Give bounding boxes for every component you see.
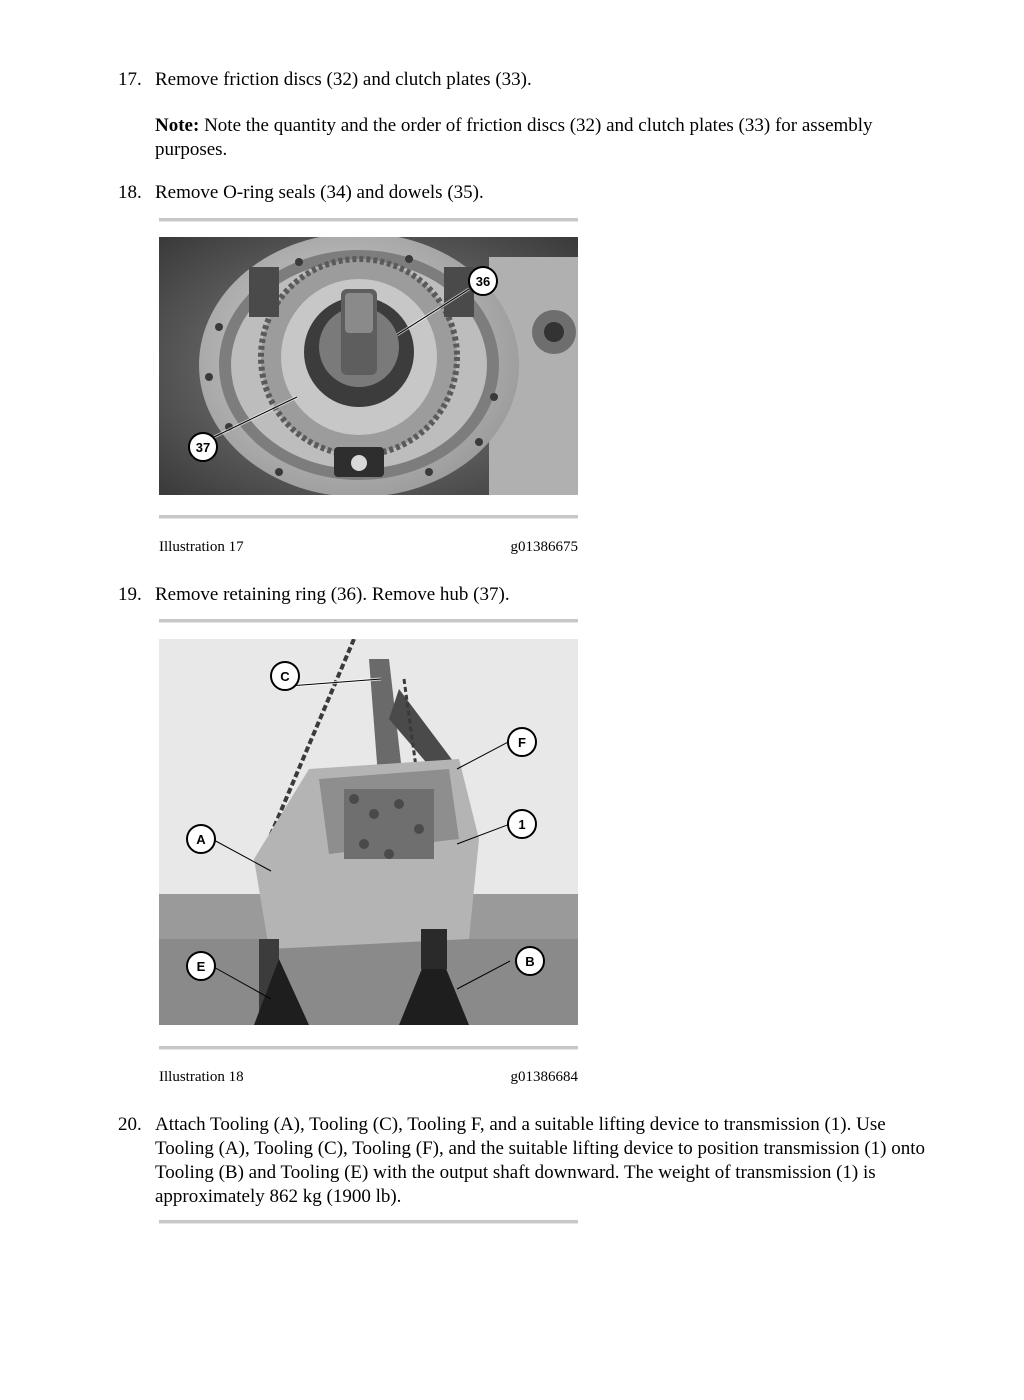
callout-A xyxy=(187,825,215,853)
callout-36-label: 36 xyxy=(475,274,491,289)
callout-37-label: 37 xyxy=(195,440,211,455)
callout-B-label: B xyxy=(525,954,535,969)
divider xyxy=(159,218,578,222)
step-number: 19. xyxy=(118,584,142,605)
caption-label: Illustration 17 xyxy=(159,539,244,555)
callout-1-label: 1 xyxy=(518,817,526,832)
step-text: Attach Tooling (A), Tooling (C), Tooling F, and a suitable lifting device to transmission (1). Use Tooling (A), Tooling (C), Tooling (F), and the suitable lifting device to position transmission (1) onto Tooling (B) and Tooling (E) with the output shaft downward. The weight of transmission (1) is approximately 862 kg (1900 lb). xyxy=(155,1114,926,1207)
divider xyxy=(159,1046,578,1050)
callout-36 xyxy=(469,267,497,295)
step-text: Remove retaining ring (36). Remove hub (37). xyxy=(155,584,510,605)
illustration-17-photo xyxy=(159,237,578,495)
step-number: 20. xyxy=(118,1114,142,1135)
callout-E-label: E xyxy=(196,959,206,974)
callout-A-label: A xyxy=(196,832,206,847)
step-number: 18. xyxy=(118,182,142,203)
callout-37 xyxy=(189,433,217,461)
callout-C xyxy=(271,662,299,690)
caption-ref: g01386684 xyxy=(510,1069,578,1085)
step-number: 17. xyxy=(118,69,142,90)
callout-F-label: F xyxy=(518,735,526,750)
divider xyxy=(159,515,578,519)
callout-1 xyxy=(508,810,536,838)
note-label: Note: xyxy=(155,115,200,136)
note xyxy=(155,114,875,162)
caption-label: Illustration 18 xyxy=(159,1069,244,1085)
divider xyxy=(159,619,578,623)
illustration-18-photo xyxy=(159,639,578,1025)
callout-B xyxy=(516,947,544,975)
step-text: Remove O-ring seals (34) and dowels (35). xyxy=(155,182,484,203)
callout-F xyxy=(508,728,536,756)
note-text: Note the quantity and the order of friction discs (32) and clutch plates (33) for assembly purposes. xyxy=(155,115,873,160)
step-text: Remove friction discs (32) and clutch plates (33). xyxy=(155,69,532,90)
callout-E xyxy=(187,952,215,980)
divider xyxy=(159,1220,578,1224)
caption-ref: g01386675 xyxy=(510,539,578,555)
callout-C-label: C xyxy=(280,669,290,684)
